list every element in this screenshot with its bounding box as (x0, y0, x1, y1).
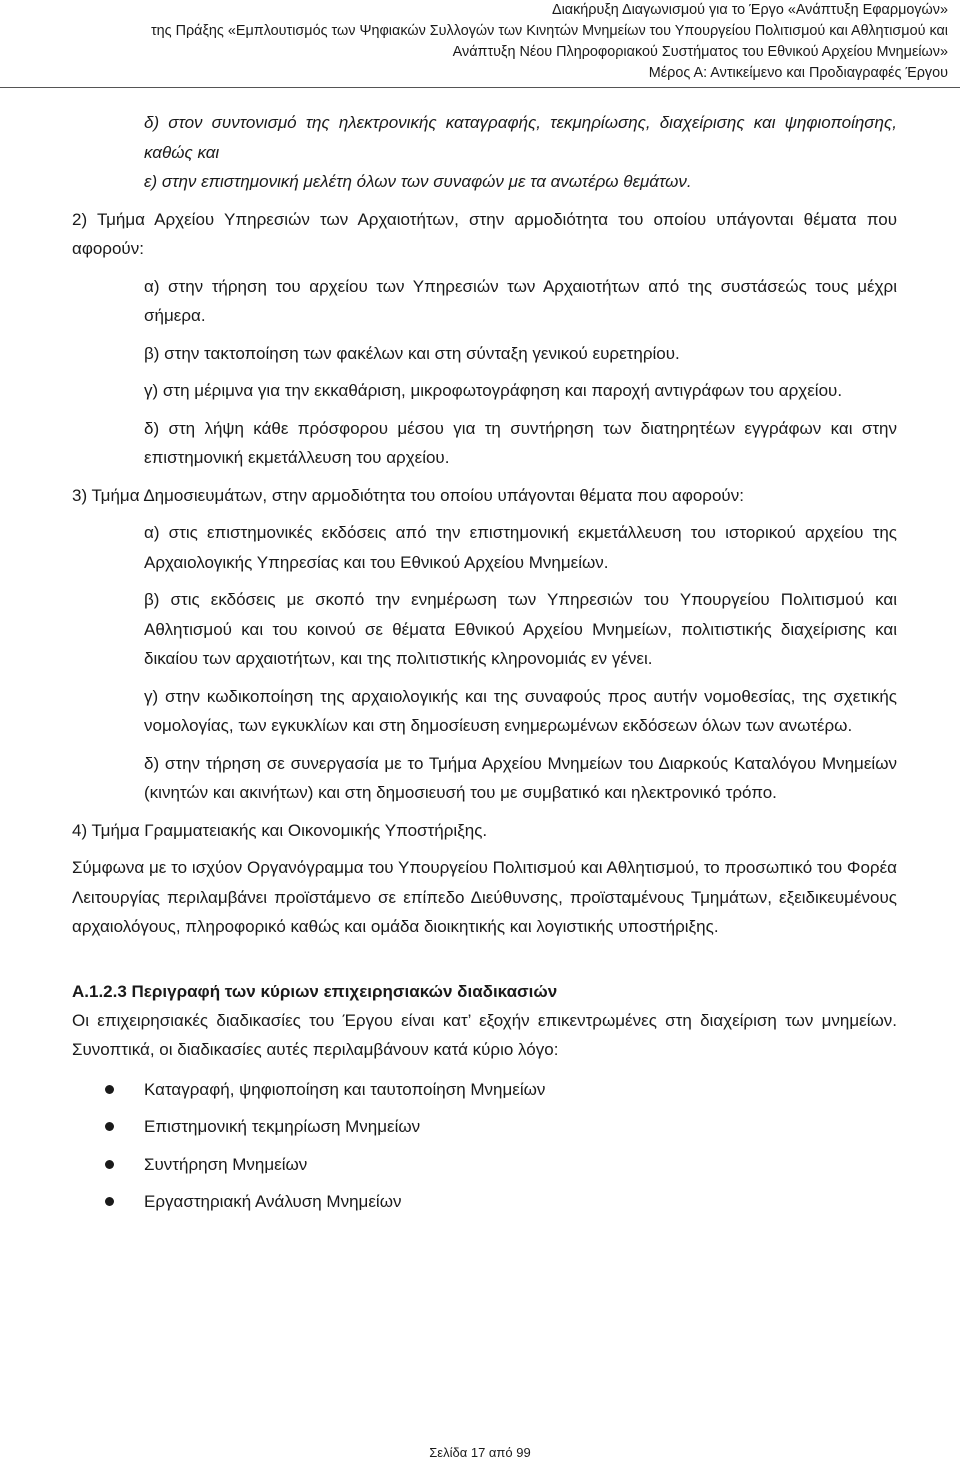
paragraph-s3-c: γ) στην κωδικοποίηση της αρχαιολογικής και της συναφούς προς αυτήν νομοθεσίας, της σχετικής νομολογίας, των εγκυκλίων και στη δημοσίευση ενημερωμένων εκδόσεων όλων των ανωτέρω. (144, 686, 897, 735)
header-line: της Πράξης «Εμπλουτισμός των Ψηφιακών Συλλογών των Κινητών Μνημείων του Υπουργείου Πολιτισμού και Αθλητισμού και (150, 23, 948, 39)
paragraph-section-2: 2) Τμήμα Αρχείου Υπηρεσιών των Αρχαιοτήτων, στην αρμοδιότητα του οποίου υπάγονται θέματα που αφορούν: (72, 209, 897, 258)
bullet-icon (105, 1160, 114, 1169)
paragraph-s2-c: γ) στη μέριμνα για την εκκαθάριση, μικροφωτογράφηση και παροχή αντιγράφων του αρχείου. (144, 381, 843, 400)
bullet-icon (105, 1085, 114, 1094)
paragraph-s2-a: α) στην τήρηση του αρχείου των Υπηρεσιών των Αρχαιοτήτων από της συστάσεώς τους μέχρι σήμερα. (144, 276, 897, 325)
document-body (72, 108, 897, 1221)
paragraph-s2-b: β) στην τακτοποίηση των φακέλων και στη σύνταξη γενικού ευρετηρίου. (144, 343, 680, 363)
paragraph-s3-a: α) στις επιστημονικές εκδόσεις από την επιστημονική εκμετάλλευση του ιστορικού αρχείου της Αρχαιολογικής Υπηρεσίας και του Εθνικού Αρχείου Μνημείων. (144, 523, 897, 572)
list-item-label: Εργαστηριακή Ανάλυση Μνημείων (144, 1192, 402, 1211)
header-line: Διακήρυξη Διαγωνισμού για το Έργο «Ανάπτυξη Εφαρμογών» (551, 2, 948, 18)
paragraph-s3-b: β) στις εκδόσεις με σκοπό την ενημέρωση των Υπηρεσιών του Υπουργείου Πολιτισμού και Αθλητισμού και του κοινού σε θέματα Εθνικού Αρχείου Μνημείων, πολιτιστικής διαχείρισης και δικαίου των αρχαιοτήτων, και της πολιτιστικής κληρονομιάς εν γένει. (144, 590, 897, 668)
paragraph-staff: Σύμφωνα με το ισχύον Οργανόγραμμα του Υπουργείου Πολιτισμού και Αθλητισμού, το προσωπικό του Φορέα Λειτουργίας περιλαμβάνει προϊστάμενο σε επίπεδο Διεύθυνσης, προϊσταμένους Τμημάτων, εξειδικευμένους αρχαιολόγους, πληροφορικό καθώς και ομάδα διοικητικής και λογιστικής υποστήριξης. (72, 858, 897, 936)
section-intro: Οι επιχειρησιακές διαδικασίες του Έργου είναι κατ’ εξοχήν επικεντρωμένες στη διαχείριση των μνημείων. Συνοπτικά, οι διαδικασίες αυτές περιλαμβάνουν κατά κύριο λόγο: (72, 1010, 897, 1059)
list-item (72, 1183, 897, 1221)
bullet-icon (105, 1197, 114, 1206)
page-header (0, 0, 960, 88)
paragraph-s2-d: δ) στη λήψη κάθε πρόσφορου μέσου για τη συντήρηση των διατηρητέων εγγράφων και στην επιστημονική εκμετάλλευση του αρχείου. (144, 418, 897, 467)
list-item (72, 1108, 897, 1146)
list-item-label: Καταγραφή, ψηφιοποίηση και ταυτοποίηση Μνημείων (144, 1079, 546, 1099)
paragraph-item-d: δ) στον συντονισμό της ηλεκτρονικής καταγραφής, τεκμηρίωσης, διαχείρισης και ψηφιοποίησης, καθώς και (144, 113, 897, 162)
paragraph-s3-d: δ) στην τήρηση σε συνεργασία με το Τμήμα Αρχείου Μνημείων του Διαρκούς Καταλόγου Μνημείων (κινητών και ακινήτων) και στη δημοσιευσή του με συμβατικό και ηλεκτρονικό τρόπο. (144, 753, 897, 802)
process-list (72, 1071, 897, 1221)
paragraph-section-3: 3) Τμήμα Δημοσιευμάτων, στην αρμοδιότητα του οποίου υπάγονται θέματα που αφορούν: (72, 485, 744, 505)
list-item-label: Συντήρηση Μνημείων (144, 1154, 308, 1174)
list-item (72, 1071, 897, 1109)
section-heading: Α.1.2.3 Περιγραφή των κύριων επιχειρησιακών διαδικασιών (72, 981, 558, 1001)
paragraph-section-4: 4) Τμήμα Γραμματειακής και Οικονομικής Υποστήριξης. (72, 820, 488, 840)
header-line: Ανάπτυξη Νέου Πληροφοριακού Συστήματος του Εθνικού Αρχείου Μνημείων» (452, 44, 948, 60)
bullet-icon (105, 1122, 114, 1131)
page-number: Σελίδα 17 από 99 (429, 1445, 531, 1460)
list-item-label: Επιστημονική τεκμηρίωση Μνημείων (144, 1117, 421, 1136)
header-line: Μέρος Α: Αντικείμενο και Προδιαγραφές Έργου (648, 65, 948, 81)
list-item (72, 1146, 897, 1184)
paragraph-item-e: ε) στην επιστημονική μελέτη όλων των συναφών με τα ανωτέρω θεμάτων. (144, 172, 692, 191)
